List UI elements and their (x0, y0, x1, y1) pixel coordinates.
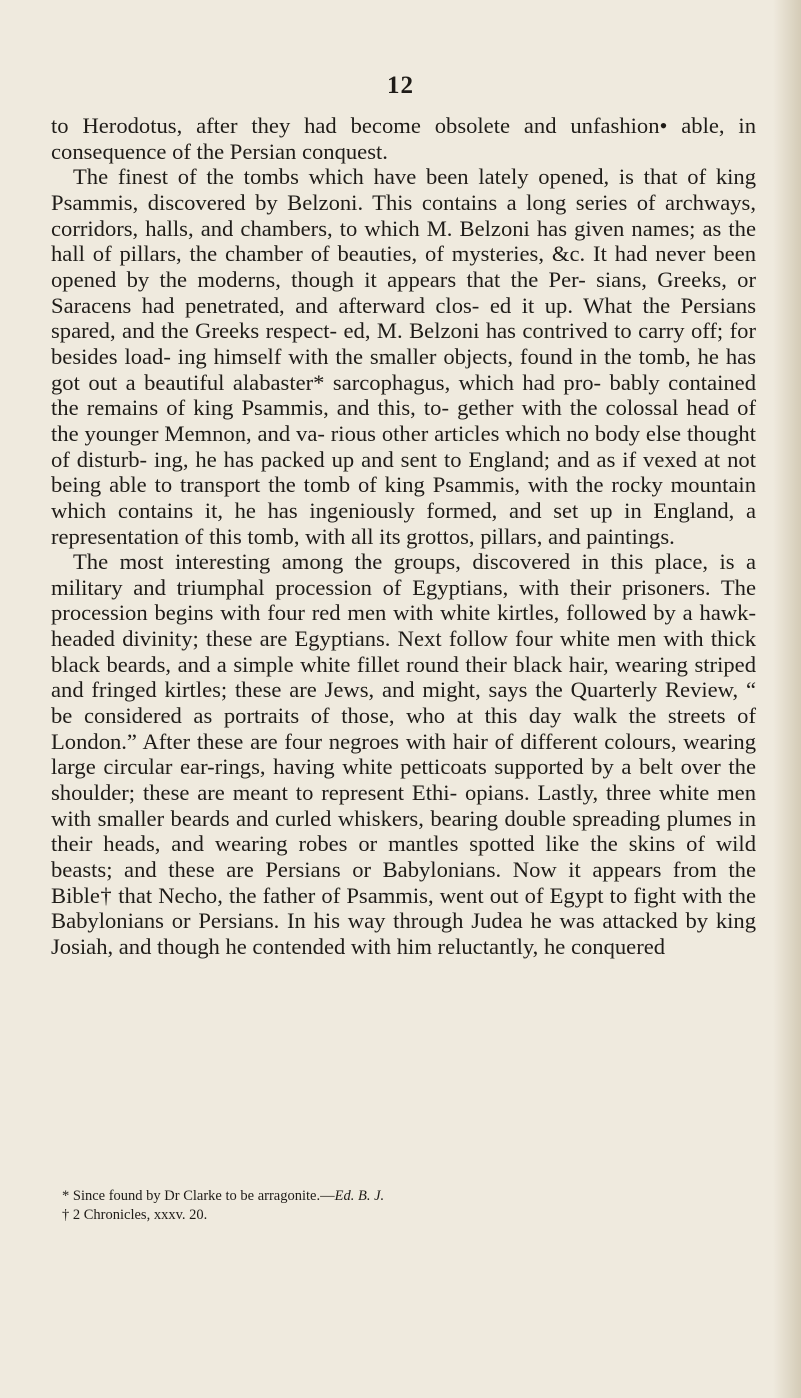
footnote-dagger: † 2 Chronicles, xxxv. 20. (62, 1207, 208, 1223)
paragraph-continuation: to Herodotus, after they had become obsolete and unfashion• able, in consequence of the Persian conquest. (51, 113, 756, 164)
footnotes (62, 1187, 762, 1225)
footnote-asterisk (62, 1187, 762, 1206)
footnote-asterisk-text: * Since found by Dr Clarke to be arragonite.— (62, 1188, 335, 1204)
footnote-asterisk-editor: Ed. B. J. (334, 1188, 385, 1204)
paragraph-procession: The most interesting among the groups, discovered in this place, is a military and triumphal procession of Egyptians, with their prisoners. The procession begins with four red men with white kirtles, followed by a hawk-headed divinity; these are Egyptians. Next follow four white men with thick black beards, and a simple white fillet round their black hair, wearing striped and fringed kirtles; these are Jews, and might, says the Quarterly Review, “ be considered as portraits of those, who at this day walk the streets of London.” After these are four negroes with hair of different colours, wearing large circular ear-rings, having white petticoats supported by a belt over the shoulder; these are meant to represent Ethi- opians. Lastly, three white men with smaller beards and curled whiskers, bearing double spreading plumes in their heads, and wearing robes or mantles spotted like the skins of wild beasts; and these are Persians or Babylonians. Now it appears from the Bible† that Necho, the father of Psammis, went out of Egypt to fight with the Babylonians or Persians. In his way through Judea he was attacked by king Josiah, and though he contended with him reluctantly, he conquered (51, 549, 756, 959)
page-number: 12 (387, 72, 414, 99)
paragraph-tomb-of-psammis: The finest of the tombs which have been lately opened, is that of king Psammis, discovered by Belzoni. This contains a long series of archways, corridors, halls, and chambers, to which M. Belzoni has given names; as the hall of pillars, the chamber of beauties, of mysteries, &c. It had never been opened by the moderns, though it appears that the Per- sians, Greeks, or Saracens had penetrated, and afterward clos- ed it up. What the Persians spared, and the Greeks respect- ed, M. Belzoni has contrived to carry off; for besides load- ing himself with the smaller objects, found in the tomb, he has got out a beautiful alabaster* sarcophagus, which had pro- bably contained the remains of king Psammis, and this, to- gether with the colossal head of the younger Memnon, and va- rious other articles which no body else thought of disturb- ing, he has packed up and sent to England; and as if vexed at not being able to transport the tomb of king Psammis, with the rocky mountain which contains it, he has ingeniously formed, and set up in England, a representation of this tomb, with all its grottos, pillars, and paintings. (51, 164, 756, 549)
body-text (51, 113, 756, 960)
page-edge-shadow (773, 0, 801, 1398)
